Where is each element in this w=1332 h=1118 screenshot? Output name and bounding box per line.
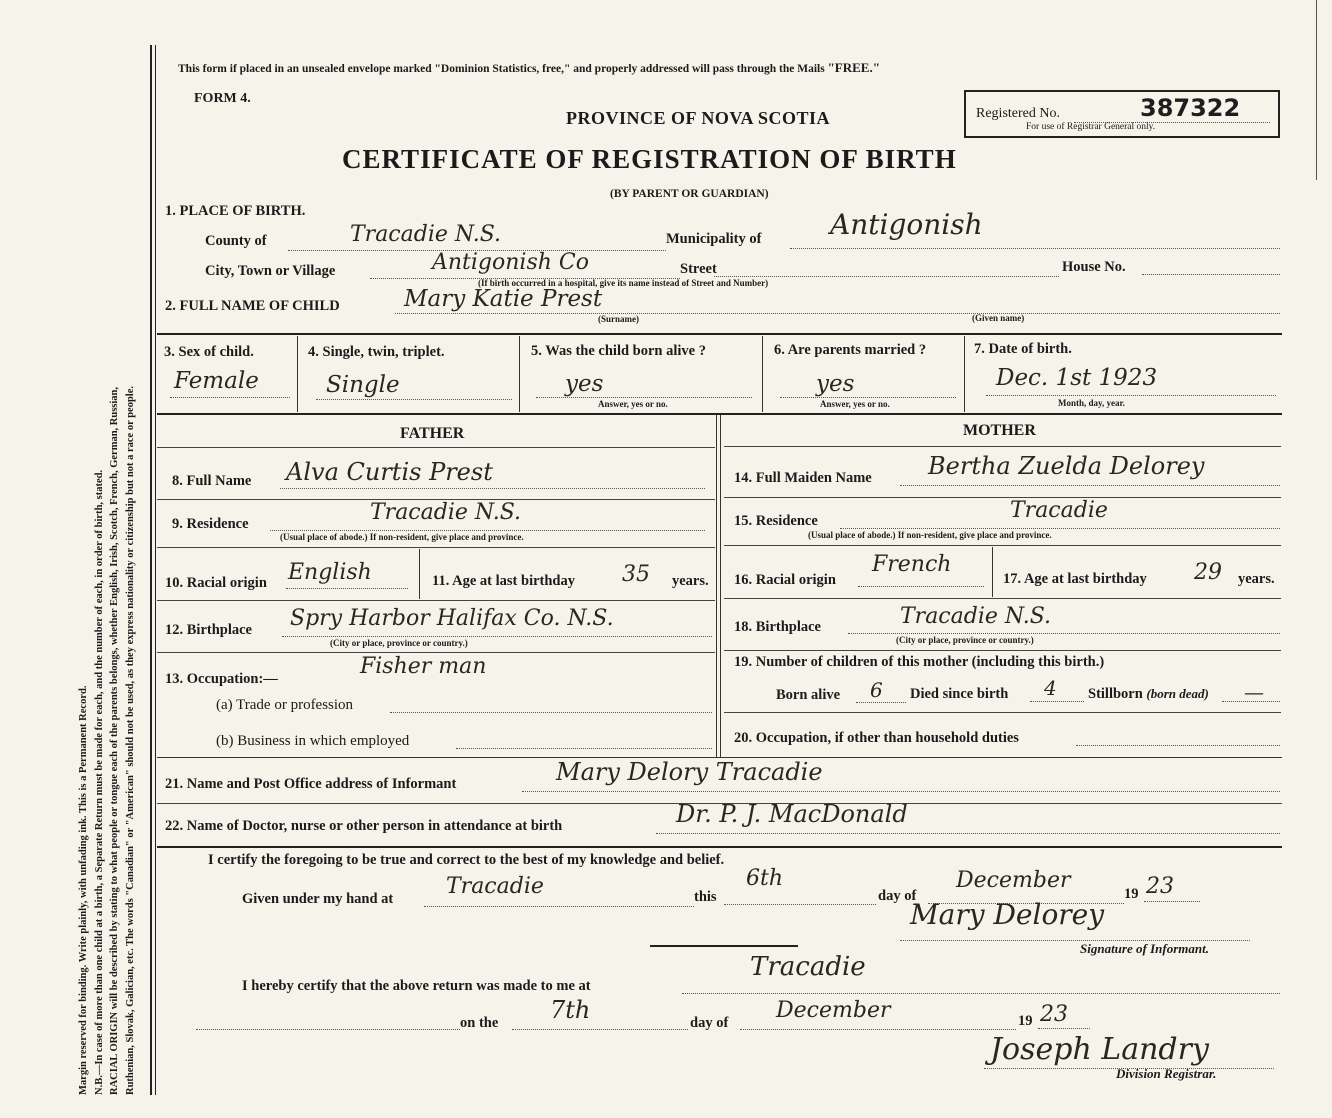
informant-value: Mary Delory Tracadie: [556, 758, 823, 786]
province-heading: PROVINCE OF NOVA SCOTIA: [566, 108, 831, 128]
born-alive-label: Born alive: [776, 687, 841, 703]
mother-name-label: 14. Full Maiden Name: [734, 470, 872, 486]
street-label: Street: [680, 261, 717, 277]
given-place-line: [424, 906, 694, 907]
stillborn-label: Stillborn (born dead): [1088, 686, 1209, 702]
parents-divider: [716, 415, 717, 757]
died-value: 4: [1044, 676, 1057, 700]
father-racial-line: [286, 588, 408, 589]
registrar-year-prefix: 19: [1018, 1013, 1033, 1029]
mother-birthplace-value: Tracadie N.S.: [900, 604, 1051, 629]
postal-note: This form if placed in an unsealed envelope marked "Dominion Statistics, free," and properly addressed will pass through the Mails "FREE.": [178, 60, 880, 75]
born-alive-value: 6: [870, 678, 883, 702]
registrar-month-value: December: [776, 998, 891, 1023]
doctor-line: [656, 833, 1280, 834]
registered-label: Registered No.: [976, 106, 1060, 121]
row-rule: [157, 547, 715, 548]
surname-note: (Surname): [598, 314, 639, 324]
row-rule: [724, 545, 1281, 546]
registrar-statement: I hereby certify that the above return was made to me at: [242, 978, 591, 994]
mother-name-line: [900, 485, 1280, 486]
hospital-note: (If birth occurred in a hospital, give its name instead of Street and Number): [478, 278, 769, 288]
col-divider: [419, 549, 420, 599]
registrar-day-of-label: day of: [690, 1015, 729, 1031]
registrar-month-line: [740, 1029, 1016, 1030]
informant-signature-label: Signature of Informant.: [1080, 941, 1209, 956]
county-label: County of: [205, 233, 267, 249]
father-occupation-label: 13. Occupation:—: [165, 671, 278, 687]
trade-label: (a) Trade or profession: [216, 697, 354, 713]
sex-value: Female: [174, 368, 259, 394]
registrar-date-leader: [196, 1029, 460, 1030]
registrar-note: For use of Registrar General only.: [1026, 122, 1156, 132]
house-line: [1142, 274, 1280, 275]
section-divider: [157, 333, 1282, 335]
child-name-line: [395, 313, 1280, 314]
doctor-value: Dr. P. J. MacDonald: [676, 800, 908, 828]
stillborn-value: —: [1244, 680, 1264, 704]
mother-years-label: years.: [1238, 571, 1275, 587]
mother-age-label: 17. Age at last birthday: [1003, 571, 1147, 587]
center-rule: [650, 945, 798, 947]
given-name-note: (Given name): [972, 313, 1025, 323]
born-alive-line: [856, 702, 906, 703]
registrar-signature-label: Division Registrar.: [1116, 1066, 1217, 1081]
married-value: yes: [816, 371, 855, 397]
plurality-value: Single: [326, 372, 400, 398]
plurality-line: [316, 399, 512, 400]
father-residence-note: (Usual place of abode.) If non-resident, give place and province.: [280, 532, 524, 542]
this-label: this: [694, 889, 717, 905]
row-rule: [157, 600, 715, 601]
registered-number-box: [964, 90, 1280, 138]
margin-note-2: N.B.—In case of more than one child at a birth, a Separate Return must be made for each, and the number of each, in order of birth, stated.: [93, 469, 105, 1095]
col-divider: [519, 336, 520, 412]
given-label: Given under my hand at: [242, 891, 394, 907]
county-value: Tracadie N.S.: [350, 222, 501, 247]
father-heading-rule: [157, 447, 715, 448]
registrar-day-value: 7th: [550, 996, 591, 1024]
city-value: Antigonish Co: [432, 250, 589, 275]
margin-note-1: Margin reserved for binding. Write plainly, with unfading ink. This is a Permanent Record.: [78, 685, 89, 1095]
year-prefix: 19: [1124, 886, 1139, 902]
mother-racial-line: [858, 586, 984, 587]
day-of-label: day of: [878, 888, 917, 904]
married-line: [780, 397, 956, 398]
row-rule: [724, 650, 1281, 651]
married-label: 6. Are parents married ?: [774, 342, 927, 358]
day-line: [724, 904, 876, 905]
mother-occupation-line: [1076, 745, 1280, 746]
father-birthplace-line: [282, 636, 712, 637]
certify-statement: I certify the foregoing to be true and correct to the best of my knowledge and belief.: [208, 852, 725, 868]
sex-label: 3. Sex of child.: [164, 344, 254, 360]
father-birthplace-value: Spry Harbor Halifax Co. N.S.: [290, 606, 614, 631]
trade-line: [390, 712, 712, 713]
col-divider: [297, 336, 298, 412]
informant-signature: Mary Delorey: [910, 898, 1105, 931]
child-name-value: Mary Katie Prest: [404, 286, 603, 312]
father-occupation-value: Fisher man: [360, 654, 487, 679]
col-divider: [964, 336, 965, 412]
father-racial-label: 10. Racial origin: [165, 575, 267, 591]
page-title: CERTIFICATE OF REGISTRATION OF BIRTH: [342, 144, 957, 174]
informant-line: [522, 791, 1280, 792]
col-divider: [762, 336, 763, 412]
row-rule: [724, 497, 1281, 498]
house-label: House No.: [1062, 259, 1126, 275]
registrar-year-value: 23: [1040, 1002, 1068, 1027]
mother-residence-note: (Usual place of abode.) If non-resident, give place and province.: [808, 530, 1052, 540]
margin-note-4: Ruthenian, Slovak, Galician, etc. The words "Canadian" or "American" should not be used, as they express nationality or citizenship but not a race or people.: [124, 386, 136, 1095]
father-age-label: 11. Age at last birthday: [432, 573, 575, 589]
dob-line: [986, 395, 1276, 396]
died-line: [1030, 701, 1084, 702]
city-label: City, Town or Village: [205, 263, 336, 279]
father-years-label: years.: [672, 573, 709, 589]
alive-value: yes: [565, 371, 604, 397]
margin-rule-outer: [150, 45, 152, 1095]
mother-age-value: 29: [1194, 560, 1222, 585]
mother-birthplace-line: [848, 633, 1280, 634]
registrar-place-value: Tracadie: [750, 952, 866, 982]
father-birthplace-note: (City or place, province or country.): [330, 638, 468, 648]
married-note: Answer, yes or no.: [820, 399, 890, 409]
mother-occupation-label: 20. Occupation, if other than household duties: [734, 730, 1019, 746]
mother-residence-value: Tracadie: [1010, 498, 1108, 523]
doctor-label: 22. Name of Doctor, nurse or other person in attendance at birth: [165, 818, 563, 834]
alive-line: [536, 397, 752, 398]
municipality-value: Antigonish: [830, 208, 983, 241]
on-the-label: on the: [460, 1015, 499, 1031]
mother-heading: MOTHER: [963, 422, 1036, 439]
margin-note-3: RACIAL ORIGIN will be described by stating to what people or tongue each of the parents belongs, whether English, Irish, Scotch, French, German, Russian,: [109, 386, 120, 1095]
sex-line: [170, 397, 290, 398]
father-birthplace-label: 12. Birthplace: [165, 622, 252, 638]
father-age-value: 35: [622, 562, 650, 587]
father-residence-value: Tracadie N.S.: [370, 500, 521, 525]
margin-notes: [76, 45, 138, 1095]
month-value: December: [956, 868, 1071, 893]
father-residence-label: 9. Residence: [172, 516, 249, 532]
mother-birthplace-label: 18. Birthplace: [734, 619, 821, 635]
row-rule: [724, 712, 1281, 713]
given-place-value: Tracadie: [446, 874, 544, 899]
child-name-label: 2. FULL NAME OF CHILD: [165, 298, 340, 314]
died-label: Died since birth: [910, 686, 1009, 702]
mother-residence-label: 15. Residence: [734, 513, 818, 529]
dob-label: 7. Date of birth.: [974, 341, 1072, 357]
registrar-place-line: [682, 993, 1280, 994]
dob-note: Month, day, year.: [1058, 398, 1125, 408]
mother-heading-rule: [724, 446, 1281, 447]
father-racial-value: English: [288, 560, 372, 585]
mother-children-label: 19. Number of children of this mother (including this birth.): [734, 654, 1105, 670]
subtitle: (BY PARENT OR GUARDIAN): [610, 188, 769, 200]
father-name-label: 8. Full Name: [172, 473, 252, 489]
parents-divider: [720, 415, 721, 757]
father-heading: FATHER: [400, 425, 465, 442]
alive-note: Answer, yes or no.: [598, 399, 668, 409]
plurality-label: 4. Single, twin, triplet.: [308, 344, 445, 360]
mother-name-value: Bertha Zuelda Delorey: [928, 452, 1205, 480]
col-divider: [992, 547, 993, 597]
day-value: 6th: [746, 866, 784, 891]
father-name-value: Alva Curtis Prest: [286, 458, 493, 486]
mother-racial-label: 16. Racial origin: [734, 572, 836, 588]
street-line: [714, 276, 1059, 277]
alive-label: 5. Was the child born alive ?: [531, 343, 706, 359]
margin-rule-inner: [155, 45, 156, 1095]
father-residence-line: [270, 530, 705, 531]
registrar-signature: Joseph Landry: [990, 1032, 1209, 1067]
municipality-line: [790, 248, 1280, 249]
place-of-birth-label: 1. PLACE OF BIRTH.: [165, 203, 306, 219]
right-edge-rule: [1316, 0, 1317, 180]
dob-value: Dec. 1st 1923: [996, 365, 1158, 391]
registrar-day-line: [512, 1029, 688, 1030]
mother-racial-value: French: [872, 552, 952, 577]
row-rule: [157, 652, 715, 653]
year-line: [1144, 901, 1200, 902]
section-divider: [157, 846, 1282, 848]
year-value: 23: [1146, 874, 1174, 899]
mother-birthplace-note: (City or place, province or country.): [896, 635, 1034, 645]
father-name-line: [280, 488, 705, 489]
municipality-label: Municipality of: [666, 231, 762, 247]
business-label: (b) Business in which employed: [216, 733, 410, 749]
registrar-year-line: [1038, 1028, 1090, 1029]
mother-residence-line: [840, 528, 1280, 529]
registered-value: 387322: [1140, 94, 1241, 122]
business-line: [456, 748, 712, 749]
form-number: FORM 4.: [194, 91, 251, 106]
row-rule: [724, 598, 1281, 599]
informant-label: 21. Name and Post Office address of Informant: [165, 776, 457, 792]
